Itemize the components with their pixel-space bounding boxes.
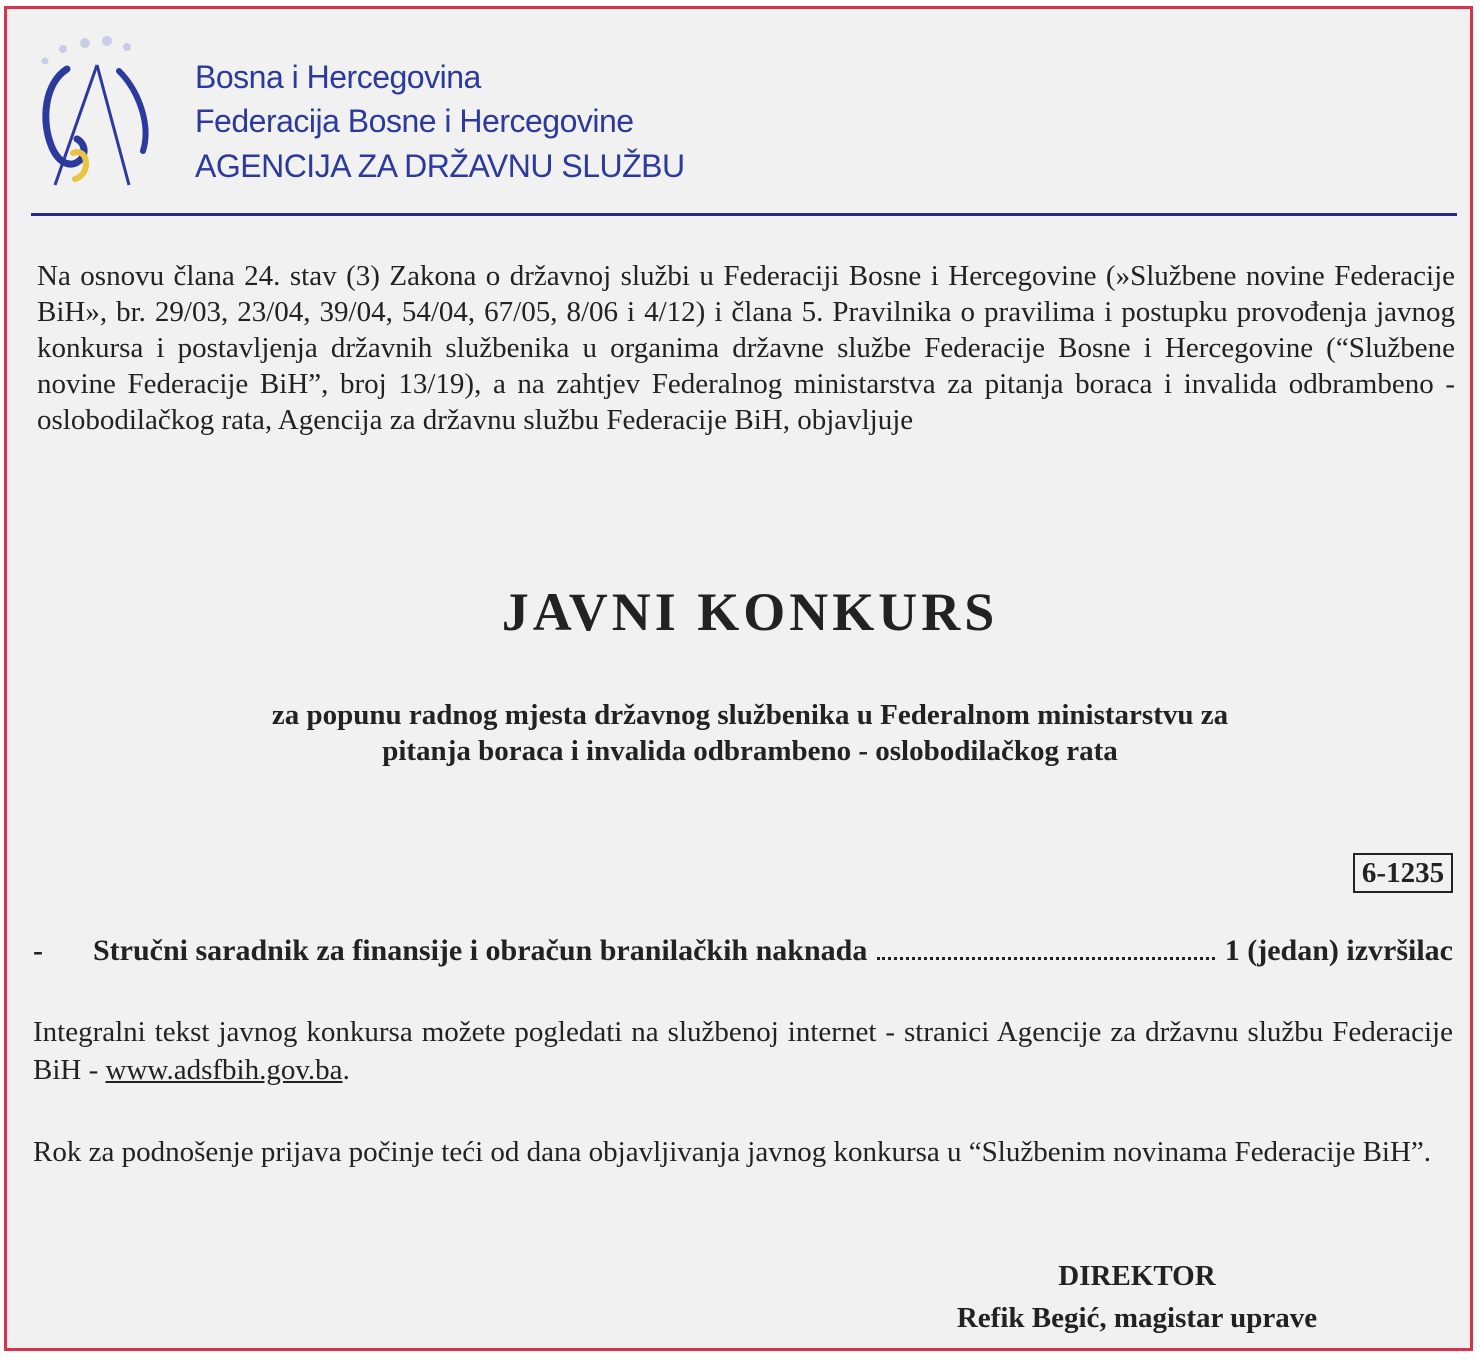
agency-logo-icon [27, 35, 167, 195]
dotted-leader [877, 957, 1214, 960]
position-item [33, 933, 1453, 969]
subtitle-line-2: pitanja boraca i invalida odbrambeno - oslobodilačkog rata [382, 735, 1118, 767]
agency-website-link[interactable]: www.adsfbih.gov.ba [105, 1054, 343, 1086]
position-name: Stručni saradnik za finansije i obračun branilačkih naknada [93, 934, 868, 967]
list-dash: - [33, 934, 43, 967]
notice-page [4, 6, 1473, 1351]
signature-block [907, 1255, 1367, 1339]
notice-code-badge: 6-1235 [1353, 853, 1453, 893]
entity-name: Federacija Bosne i Hercegovine [195, 103, 634, 139]
subtitle-line-1: za popunu radnog mjesta državnog službenika u Federalnom ministarstvu za [271, 699, 1229, 731]
country-name: Bosna i Hercegovina [195, 59, 481, 95]
agency-name: AGENCIJA ZA DRŽAVNU SLUŽBU [195, 148, 685, 184]
full-text-sentence: Integralni tekst javnog konkursa možete pogledati na službenoj internet - stranici Agencije za državnu službu Federacije BiH - [33, 1016, 1453, 1086]
header-divider [31, 213, 1457, 216]
full-text-paragraph [33, 1013, 1453, 1089]
deadline-paragraph: Rok za podnošenje prijava počinje teći od dana objavljivanja javnog konkursa u “Službenim novinama Federacije BiH”. [33, 1136, 1432, 1168]
intro-paragraph: Na osnovu člana 24. stav (3) Zakona o državnoj službi u Federaciji Bosne i Hercegovine (»Službene novine Federacije BiH», br. 29/03, 23/04, 39/04, 54/04, 67/05, 8/06 i 4/12) i člana 5. Pravilnika o pravilima i postupku provođenja javnog konkursa i postavljenja državnih službenika u organima državne službe Federacije Bosne i Hercegovine (“Službene novine Federacije BiH”, broj 13/19), a na zahtjev Federalnog ministarstva za pitanja boraca i invalida odbrambeno - oslobodilačkog rata, Agencija za državnu službu Federacije BiH, objavljuje [37, 260, 1455, 436]
signature-name: Refik Begić, magistar uprave [956, 1302, 1318, 1334]
signature-title: DIREKTOR [1058, 1260, 1216, 1292]
agency-header [195, 55, 685, 188]
full-text-end: . [342, 1054, 350, 1086]
notice-subtitle [7, 697, 1473, 769]
position-count: 1 (jedan) izvršilac [1224, 934, 1453, 967]
notice-title: JAVNI KONKURS [501, 582, 999, 642]
